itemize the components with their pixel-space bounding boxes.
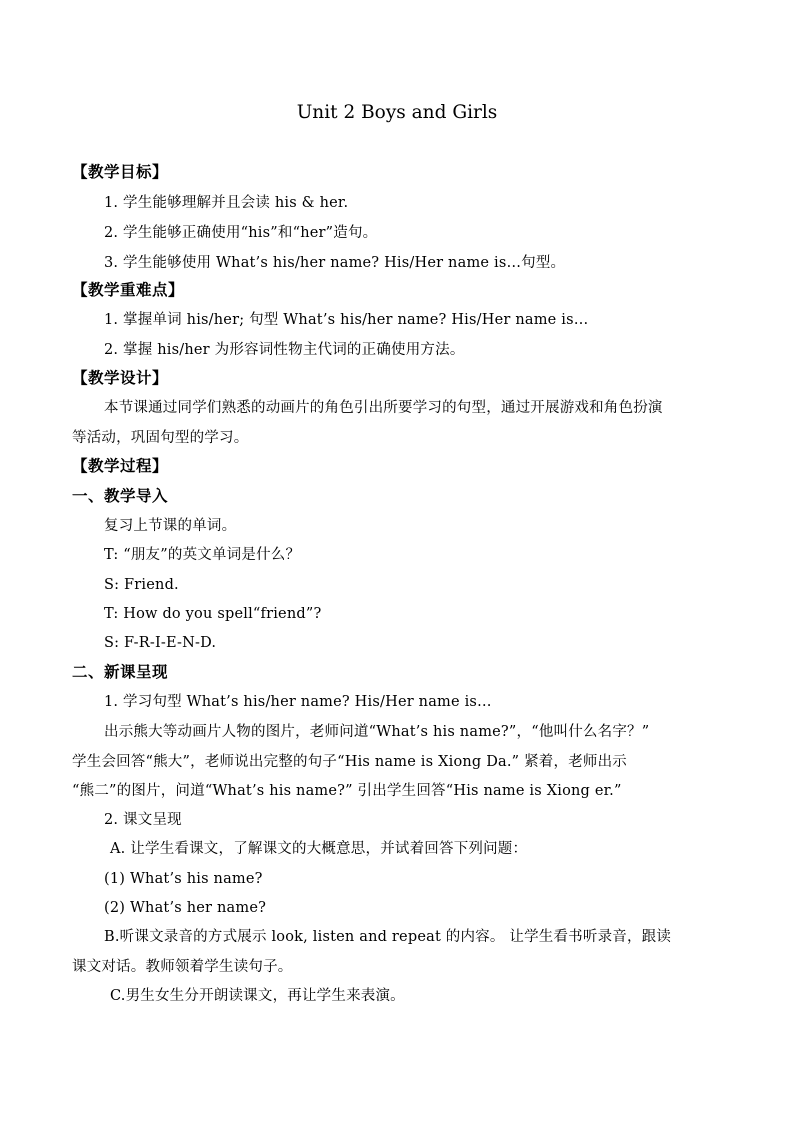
new-lesson-line: 课文对话。教师领着学生读句子。 (72, 959, 293, 975)
new-lesson-heading: 二、新课呈现 (72, 663, 169, 681)
intro-heading: 一、教学导入 (72, 487, 169, 505)
new-lesson-line: 2. 课文呈现 (104, 812, 182, 828)
key-points-heading: 【教学重难点】 (72, 281, 185, 299)
new-lesson-line: (1) What’s his name? (104, 871, 263, 887)
design-paragraph-line: 本节课通过同学们熟悉的动画片的角色引出所要学习的句型，通过开展游戏和角色扮演 (104, 400, 663, 416)
intro-line: S: F-R-I-E-N-D. (104, 635, 217, 651)
key-point-item: 1. 掌握单词 his/her; 句型 What’s his/her name? His/Her name is… (104, 312, 589, 328)
intro-line: 复习上节课的单词。 (104, 518, 237, 534)
intro-line: S: Friend. (104, 577, 179, 593)
intro-line: T: “朋友”的英文单词是什么？ (104, 547, 301, 563)
process-heading: 【教学过程】 (72, 457, 169, 475)
new-lesson-line: 出示熊大等动画片人物的图片，老师问道“What’s his name?”，“他叫什么名字？” (104, 724, 650, 740)
new-lesson-line: B.听课文录音的方式展示 look, listen and repeat 的内容。 让学生看书听录音，跟读 (104, 929, 672, 945)
new-lesson-line: “熊二”的图片，问道“What’s his name?” 引出学生回答“His name is Xiong er.” (72, 783, 622, 799)
new-lesson-line: 1. 学习句型 What’s his/her name? His/Her name is… (104, 694, 492, 710)
new-lesson-line: 学生会回答“熊大”，老师说出完整的句子“His name is Xiong Da.” 紧着，老师出示 (72, 754, 628, 770)
design-paragraph-line: 等活动，巩固句型的学习。 (72, 430, 249, 446)
objective-item: 2. 学生能够正确使用“his”和“her”造句。 (104, 225, 378, 241)
objective-item: 3. 学生能够使用 What’s his/her name? His/Her name is…句型。 (104, 255, 566, 271)
design-heading: 【教学设计】 (72, 369, 169, 387)
intro-line: T: How do you spell“friend”? (104, 606, 322, 622)
new-lesson-line: C.男生女生分开朗读课文，再让学生来表演。 (110, 988, 405, 1004)
key-point-item: 2. 掌握 his/her 为形容词性物主代词的正确使用方法。 (104, 342, 465, 358)
objectives-heading: 【教学目标】 (72, 163, 169, 181)
new-lesson-line: A. 让学生看课文，了解课文的大概意思，并试着回答下列问题： (110, 841, 528, 857)
new-lesson-line: (2) What’s her name? (104, 900, 267, 916)
document-title: Unit 2 Boys and Girls (296, 102, 498, 123)
objective-item: 1. 学生能够理解并且会读 his & her. (104, 195, 349, 211)
